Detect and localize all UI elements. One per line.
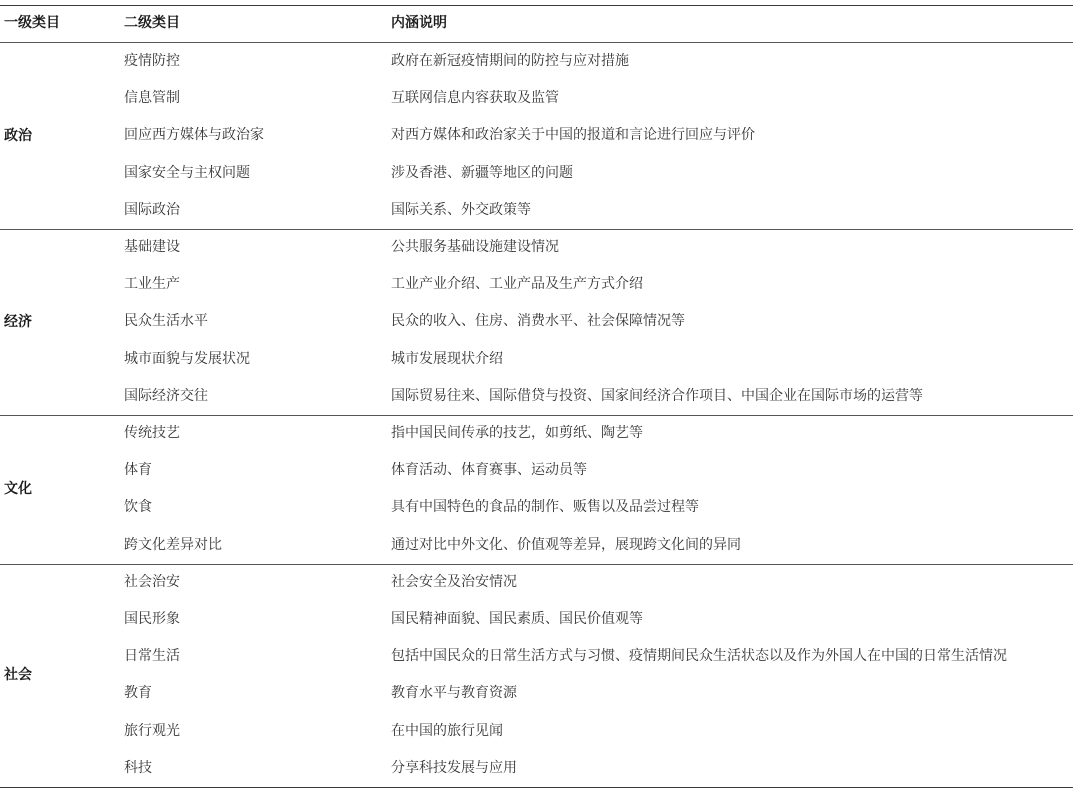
table-row [0,638,1073,675]
secondary-category: 旅行观光 [124,722,180,739]
table-row [0,713,1073,750]
secondary-category: 社会治安 [124,573,180,590]
description-cell: 涉及香港、新疆等地区的问题 [391,164,573,181]
table-row [0,415,1073,452]
description-cell: 互联网信息内容获取及监管 [391,90,559,107]
table-row [0,601,1073,638]
description-cell: 社会安全及治安情况 [391,573,517,590]
secondary-category: 疫情防控 [124,53,180,69]
table-row [0,155,1073,192]
primary-category: 政治 [4,128,32,144]
secondary-category: 基础建设 [124,239,180,255]
table-row [0,43,1073,80]
description-cell: 公共服务基础设施建设情况 [391,239,559,255]
table-row [0,564,1073,601]
description-cell: 包括中国民众的日常生活方式与习惯、疫情期间民众生活状态以及作为外国人在中国的日常生活情况 [391,648,1007,665]
table-row [0,303,1073,340]
table-row [0,527,1073,564]
secondary-category: 科技 [124,759,152,776]
header-secondary: 二级类目 [124,15,180,31]
secondary-category: 国际政治 [124,201,180,218]
description-cell: 分享科技发展与应用 [391,759,517,776]
description-cell: 指中国民间传承的技艺，如剪纸、陶艺等 [391,425,643,441]
table-row [0,489,1073,526]
secondary-category: 工业生产 [124,276,180,293]
description-cell: 国际贸易往来、国际借贷与投资、国家间经济合作项目、中国企业在国际市场的运营等 [391,387,923,404]
table-row [0,675,1073,712]
primary-category: 文化 [4,481,32,498]
description-cell: 国民精神面貌、国民素质、国民价值观等 [391,610,643,627]
description-cell: 政府在新冠疫情期间的防控与应对措施 [391,53,629,69]
description-cell: 具有中国特色的食品的制作、贩售以及品尝过程等 [391,499,699,516]
primary-category: 社会 [4,667,32,684]
secondary-category: 国家安全与主权问题 [124,164,250,181]
secondary-category: 回应西方媒体与政治家 [124,127,264,144]
table-row [0,341,1073,378]
description-cell: 工业产业介绍、工业产品及生产方式介绍 [391,276,643,293]
table-bottom-rule [0,787,1073,788]
description-cell: 民众的收入、住房、消费水平、社会保障情况等 [391,313,685,330]
description-cell: 在中国的旅行见闻 [391,722,503,739]
table-row [0,266,1073,303]
secondary-category: 城市面貌与发展状况 [124,350,250,367]
description-cell: 体育活动、体育赛事、运动员等 [391,462,587,479]
secondary-category: 饮食 [124,499,152,516]
table-row [0,452,1073,489]
secondary-category: 信息管制 [124,90,180,107]
secondary-category: 传统技艺 [124,425,180,441]
category-group [0,415,1073,564]
category-group [0,564,1073,787]
category-group [0,43,1073,229]
secondary-category: 体育 [124,462,152,479]
category-group [0,229,1073,415]
description-cell: 教育水平与教育资源 [391,685,517,702]
description-cell: 城市发展现状介绍 [391,350,503,367]
table-row [0,750,1073,787]
secondary-category: 国民形象 [124,610,180,627]
header-description: 内涵说明 [391,15,447,31]
secondary-category: 教育 [124,685,152,702]
primary-category: 经济 [4,314,32,330]
table-row [0,80,1073,117]
header-primary: 一级类目 [4,15,60,31]
table-row [0,229,1073,266]
secondary-category: 民众生活水平 [124,313,208,330]
table-row [0,378,1073,415]
table-row [0,117,1073,154]
description-cell: 对西方媒体和政治家关于中国的报道和言论进行回应与评价 [391,127,755,144]
secondary-category: 跨文化差异对比 [124,536,222,553]
description-cell: 通过对比中外文化、价值观等差异，展现跨文化间的异同 [391,536,741,553]
description-cell: 国际关系、外交政策等 [391,201,531,218]
table-row [0,192,1073,229]
secondary-category: 日常生活 [124,648,180,665]
secondary-category: 国际经济交往 [124,387,208,404]
